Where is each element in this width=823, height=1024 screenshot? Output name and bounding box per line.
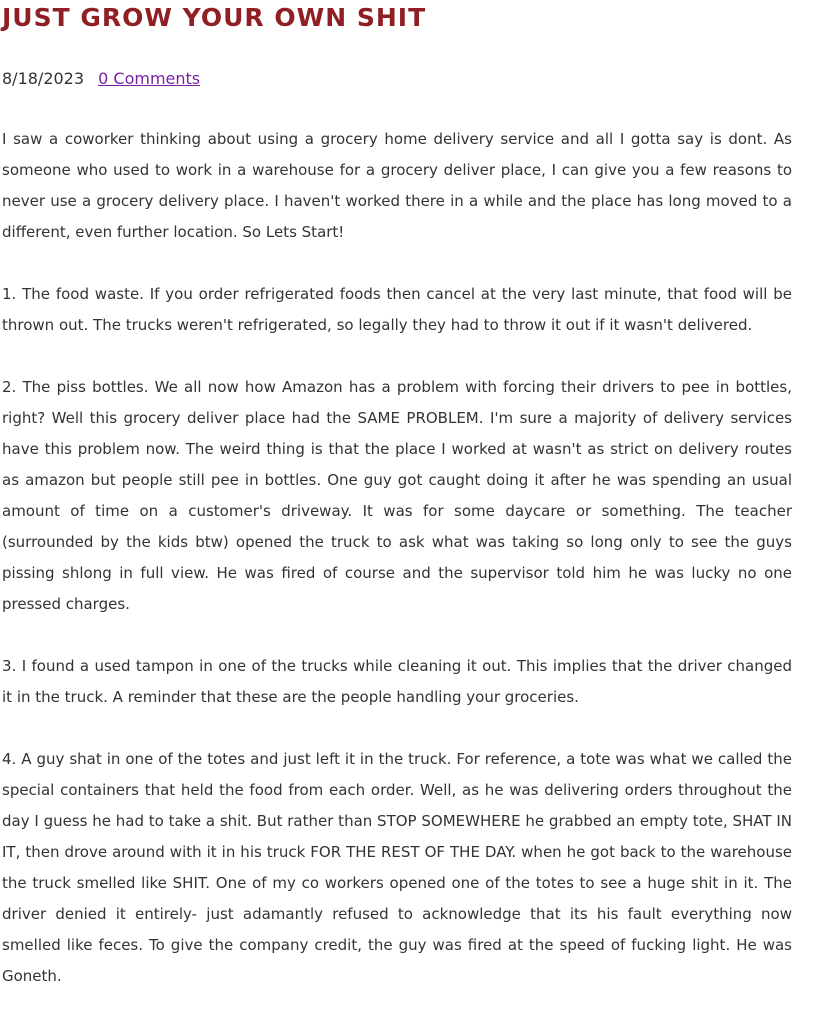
blog-post [2,0,792,1023]
post-body [2,124,792,992]
post-date: 8/18/2023 [2,69,85,88]
post-meta [2,67,792,91]
paragraph-tote: 4. A guy shat in one of the totes and just left it in the truck. For reference, a tote was what we called the special containers that held the food from each order. Well, as he was delivering orders throughout the day I guess he had to take a shit. But rather than STOP SOMEWHERE he grabbed an empty tote, SHAT IN IT, then drove around with it in his truck FOR THE REST OF THE DAY. when he got back to the warehouse the truck smelled like SHIT. One of my co workers opened one of the totes to see a huge shit in it. The driver denied it entirely- just adamantly refused to acknowledge that its his fault everything now smelled like feces. To give the company credit, the guy was fired at the speed of fucking light. He was Goneth. [2,750,792,985]
paragraph-tampon: 3. I found a used tampon in one of the trucks while cleaning it out. This implies that the driver changed it in the truck. A reminder that these are the people handling your groceries. [2,657,792,706]
paragraph-food-waste: 1. The food waste. If you order refrigerated foods then cancel at the very last minute, that food will be thrown out. The trucks weren't refrigerated, so legally they had to throw it out if it wasn't delivered. [2,285,792,334]
post-title: JUST GROW YOUR OWN SHIT [2,3,427,32]
paragraph-piss-bottles: 2. The piss bottles. We all now how Amazon has a problem with forcing their drivers to pee in bottles, right? Well this grocery deliver place had the SAME PROBLEM. I'm sure a majority of delivery services have this problem now. The weird thing is that the place I worked at wasn't as strict on delivery routes as amazon but people still pee in bottles. One guy got caught doing it after he was spending an usual amount of time on a customer's driveway. It was for some daycare or something. The teacher (surrounded by the kids btw) opened the truck to ask what was taking so long only to see the guys pissing shlong in full view. He was fired of course and the supervisor told him he was lucky no one pressed charges. [2,378,792,613]
comments-link[interactable]: 0 Comments [98,69,201,88]
paragraph-intro: I saw a coworker thinking about using a grocery home delivery service and all I gotta say is dont. As someone who used to work in a warehouse for a grocery deliver place, I can give you a few reasons to never use a grocery delivery place. I haven't worked there in a while and the place has long moved to a different, even further location. So Lets Start! [2,130,792,241]
